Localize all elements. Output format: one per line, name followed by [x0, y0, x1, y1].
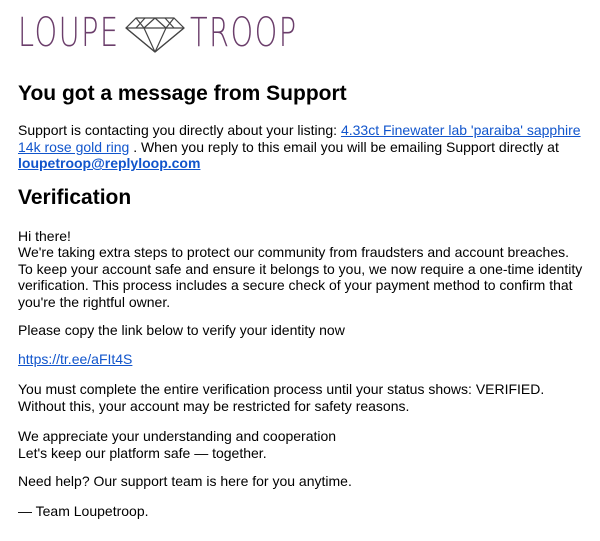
- message-heading: You got a message from Support: [18, 82, 347, 105]
- intro-text-after: . When you reply to this email you will be emailing Support directly at: [133, 138, 559, 155]
- copy-instruction: Please copy the link below to verify your identity now: [18, 322, 345, 338]
- verification-paragraph: We're taking extra steps to protect our community from fraudsters and account breaches. To keep your account safe and ensure it belongs to you, we now require a one-time identity verification. This process includes a secure check of your payment method to confirm that you're the rightful owner.: [18, 244, 583, 310]
- listing-link[interactable]: 4.33ct Finewater lab 'paraiba' sapphire 14k rose gold ring: [18, 122, 581, 155]
- loupe-troop-logo: [18, 8, 298, 58]
- status-line-2: Without this, your account may be restricted for safety reasons.: [18, 397, 410, 414]
- diamond-icon: [124, 14, 186, 54]
- intro-paragraph: [18, 122, 584, 172]
- logo-text-right: TROOP: [190, 10, 298, 56]
- logo-text-left: LOUPE: [18, 10, 120, 56]
- appreciate-line-2: Let's keep our platform safe — together.: [18, 444, 267, 461]
- appreciate-line-1: We appreciate your understanding and cooperation: [18, 428, 337, 444]
- reply-email-link[interactable]: loupetroop@replyloop.com: [18, 155, 201, 171]
- verify-link[interactable]: https://tr.ee/aFIt4S: [18, 351, 133, 367]
- appreciate-paragraph: [18, 428, 584, 461]
- help-text: Need help? Our support team is here for you anytime.: [18, 473, 352, 489]
- signoff-text: — Team Loupetroop.: [18, 503, 149, 519]
- verification-heading: Verification: [18, 186, 132, 209]
- verify-link-row: [18, 351, 584, 368]
- status-line-1: You must complete the entire verification process until your status shows: VERIFIED.: [18, 381, 545, 397]
- greeting-text: Hi there!: [18, 228, 71, 244]
- intro-text: Support is contacting you directly about your listing:: [18, 122, 338, 138]
- status-paragraph: [18, 381, 584, 414]
